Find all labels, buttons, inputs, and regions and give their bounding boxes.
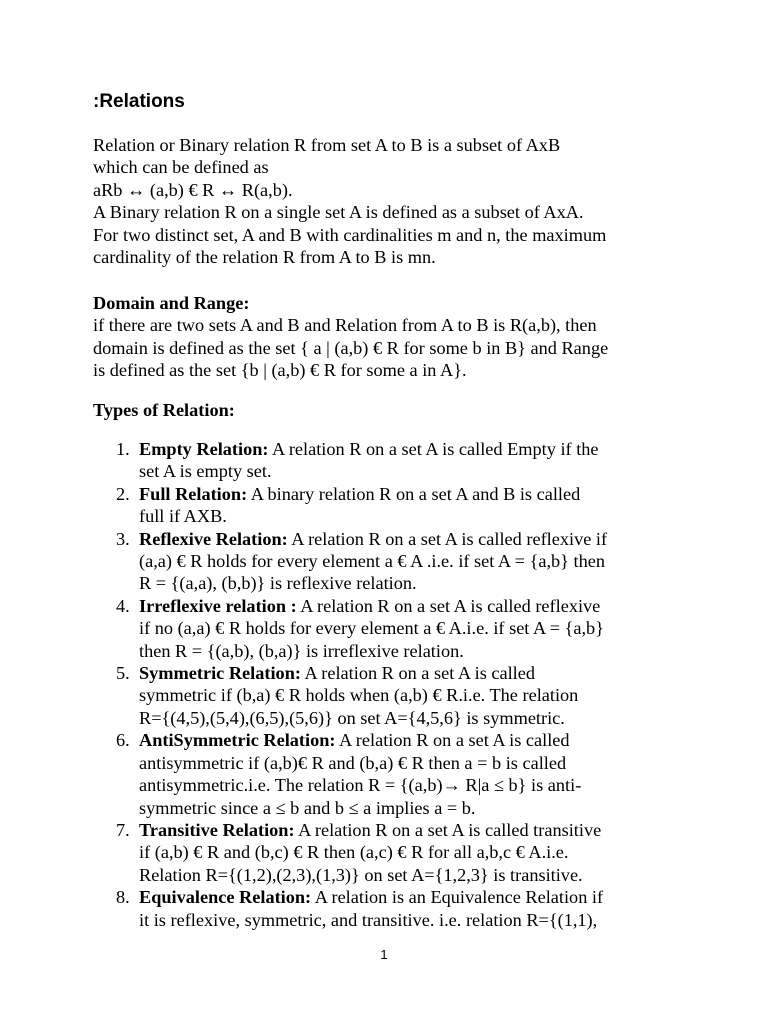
types-heading: Types of Relation:: [93, 400, 235, 420]
list-item-body: [139, 886, 699, 931]
list-item-body: [139, 528, 699, 595]
list-item-text: A relation is an Equivalence Relation if: [311, 887, 604, 908]
types-heading-block: [93, 399, 693, 421]
list-item-line: symmetric if (b,a) € R holds when (a,b) € R.i.e. The relation: [139, 685, 579, 706]
list-item-text: A relation R on a set A is called reflexive: [296, 595, 601, 616]
list-item: [0, 729, 768, 819]
page-title: :Relations: [93, 91, 185, 112]
list-item-body: [139, 483, 699, 528]
list-item-text: A relation R on a set A is called transitive: [294, 819, 602, 840]
list-item-text: A relation R on a set A is called reflexive if: [287, 528, 608, 549]
domain-range-heading: Domain and Range:: [93, 293, 250, 313]
intro-line: which can be defined as: [93, 157, 269, 178]
list-item-body: [139, 438, 699, 483]
list-item-line: if (a,b) € R and (b,c) € R then (a,c) € R for all a,b,c € A.i.e.: [139, 842, 569, 863]
list-item: [0, 438, 768, 483]
relation-types-list: [0, 438, 768, 931]
list-item-line: antisymmetric.i.e. The relation R = {(a,b)→ R|a ≤ b} is anti-: [139, 775, 582, 796]
intro-line: For two distinct set, A and B with cardinalities m and n, the maximum: [93, 224, 607, 245]
list-item: [0, 483, 768, 528]
list-item-line: R = {(a,a), (b,b)} is reflexive relation.: [139, 573, 417, 594]
domain-range-line: is defined as the set {b | (a,b) € R for some a in A}.: [93, 360, 467, 381]
list-item-body: [139, 819, 699, 886]
domain-range-section: [93, 292, 693, 382]
list-item-term: Equivalence Relation:: [139, 887, 312, 908]
list-item: [0, 819, 768, 886]
page-number: 1: [380, 947, 388, 962]
list-item-line: (a,a) € R holds for every element a € A .i.e. if set A = {a,b} then: [139, 551, 605, 572]
intro-line: A Binary relation R on a single set A is defined as a subset of AxA.: [93, 202, 584, 223]
list-item-line: if no (a,a) € R holds for every element a € A.i.e. if set A = {a,b}: [139, 618, 604, 639]
list-item-line: antisymmetric if (a,b)€ R and (b,a) € R then a = b is called: [139, 752, 567, 773]
list-item-line: full if AXB.: [139, 506, 227, 527]
list-item-number: 7.: [116, 819, 130, 840]
list-item-line: set A is empty set.: [139, 461, 272, 482]
list-item-term: Full Relation:: [139, 483, 248, 504]
intro-paragraph: [93, 134, 693, 268]
list-item: [0, 528, 768, 595]
list-item-line: Relation R={(1,2),(2,3),(1,3)} on set A={1,2,3} is transitive.: [139, 864, 583, 885]
list-item-number: 1.: [116, 439, 130, 459]
list-item-text: A binary relation R on a set A and B is called: [247, 483, 581, 504]
list-item-text: A relation R on a set A is called: [335, 730, 570, 751]
list-item-line: R={(4,5),(5,4),(6,5),(5,6)} on set A={4,5,6} is symmetric.: [139, 707, 565, 728]
list-item-text: A relation R on a set A is called: [300, 663, 536, 684]
list-item-term: Symmetric Relation:: [139, 663, 301, 684]
list-item-number: 4.: [116, 595, 130, 616]
list-item-term: AntiSymmetric Relation:: [139, 730, 336, 751]
list-item-body: [139, 595, 699, 662]
list-item-term: Irreflexive relation :: [139, 595, 297, 616]
list-item-text: A relation R on a set A is called Empty if the: [268, 439, 599, 459]
list-item-term: Empty Relation:: [139, 439, 269, 459]
domain-range-line: domain is defined as the set { a | (a,b) € R for some b in B} and Range: [93, 337, 609, 358]
list-item-number: 6.: [116, 730, 130, 751]
list-item: [0, 662, 768, 729]
list-item-number: 3.: [116, 528, 130, 549]
list-item-line: it is reflexive, symmetric, and transitive. i.e. relation R={(1,1),: [139, 909, 598, 930]
list-item-body: [139, 662, 699, 729]
list-item-number: 5.: [116, 663, 130, 684]
list-item-number: 2.: [116, 483, 130, 504]
list-item: [0, 595, 768, 662]
list-item-term: Reflexive Relation:: [139, 528, 288, 549]
intro-line: Relation or Binary relation R from set A to B is a subset of AxB: [93, 135, 561, 155]
intro-line: aRb ↔ (a,b) € R ↔ R(a,b).: [93, 179, 293, 200]
intro-line: cardinality of the relation R from A to B is mn.: [93, 247, 436, 268]
list-item-line: then R = {(a,b), (b,a)} is irreflexive relation.: [139, 640, 464, 661]
list-item-body: [139, 729, 699, 819]
domain-range-line: if there are two sets A and B and Relation from A to B is R(a,b), then: [93, 315, 597, 336]
list-item-number: 8.: [116, 887, 130, 908]
list-item-line: symmetric since a ≤ b and b ≤ a implies a = b.: [139, 797, 476, 818]
list-item: [0, 886, 768, 931]
list-item-term: Transitive Relation:: [139, 819, 295, 840]
